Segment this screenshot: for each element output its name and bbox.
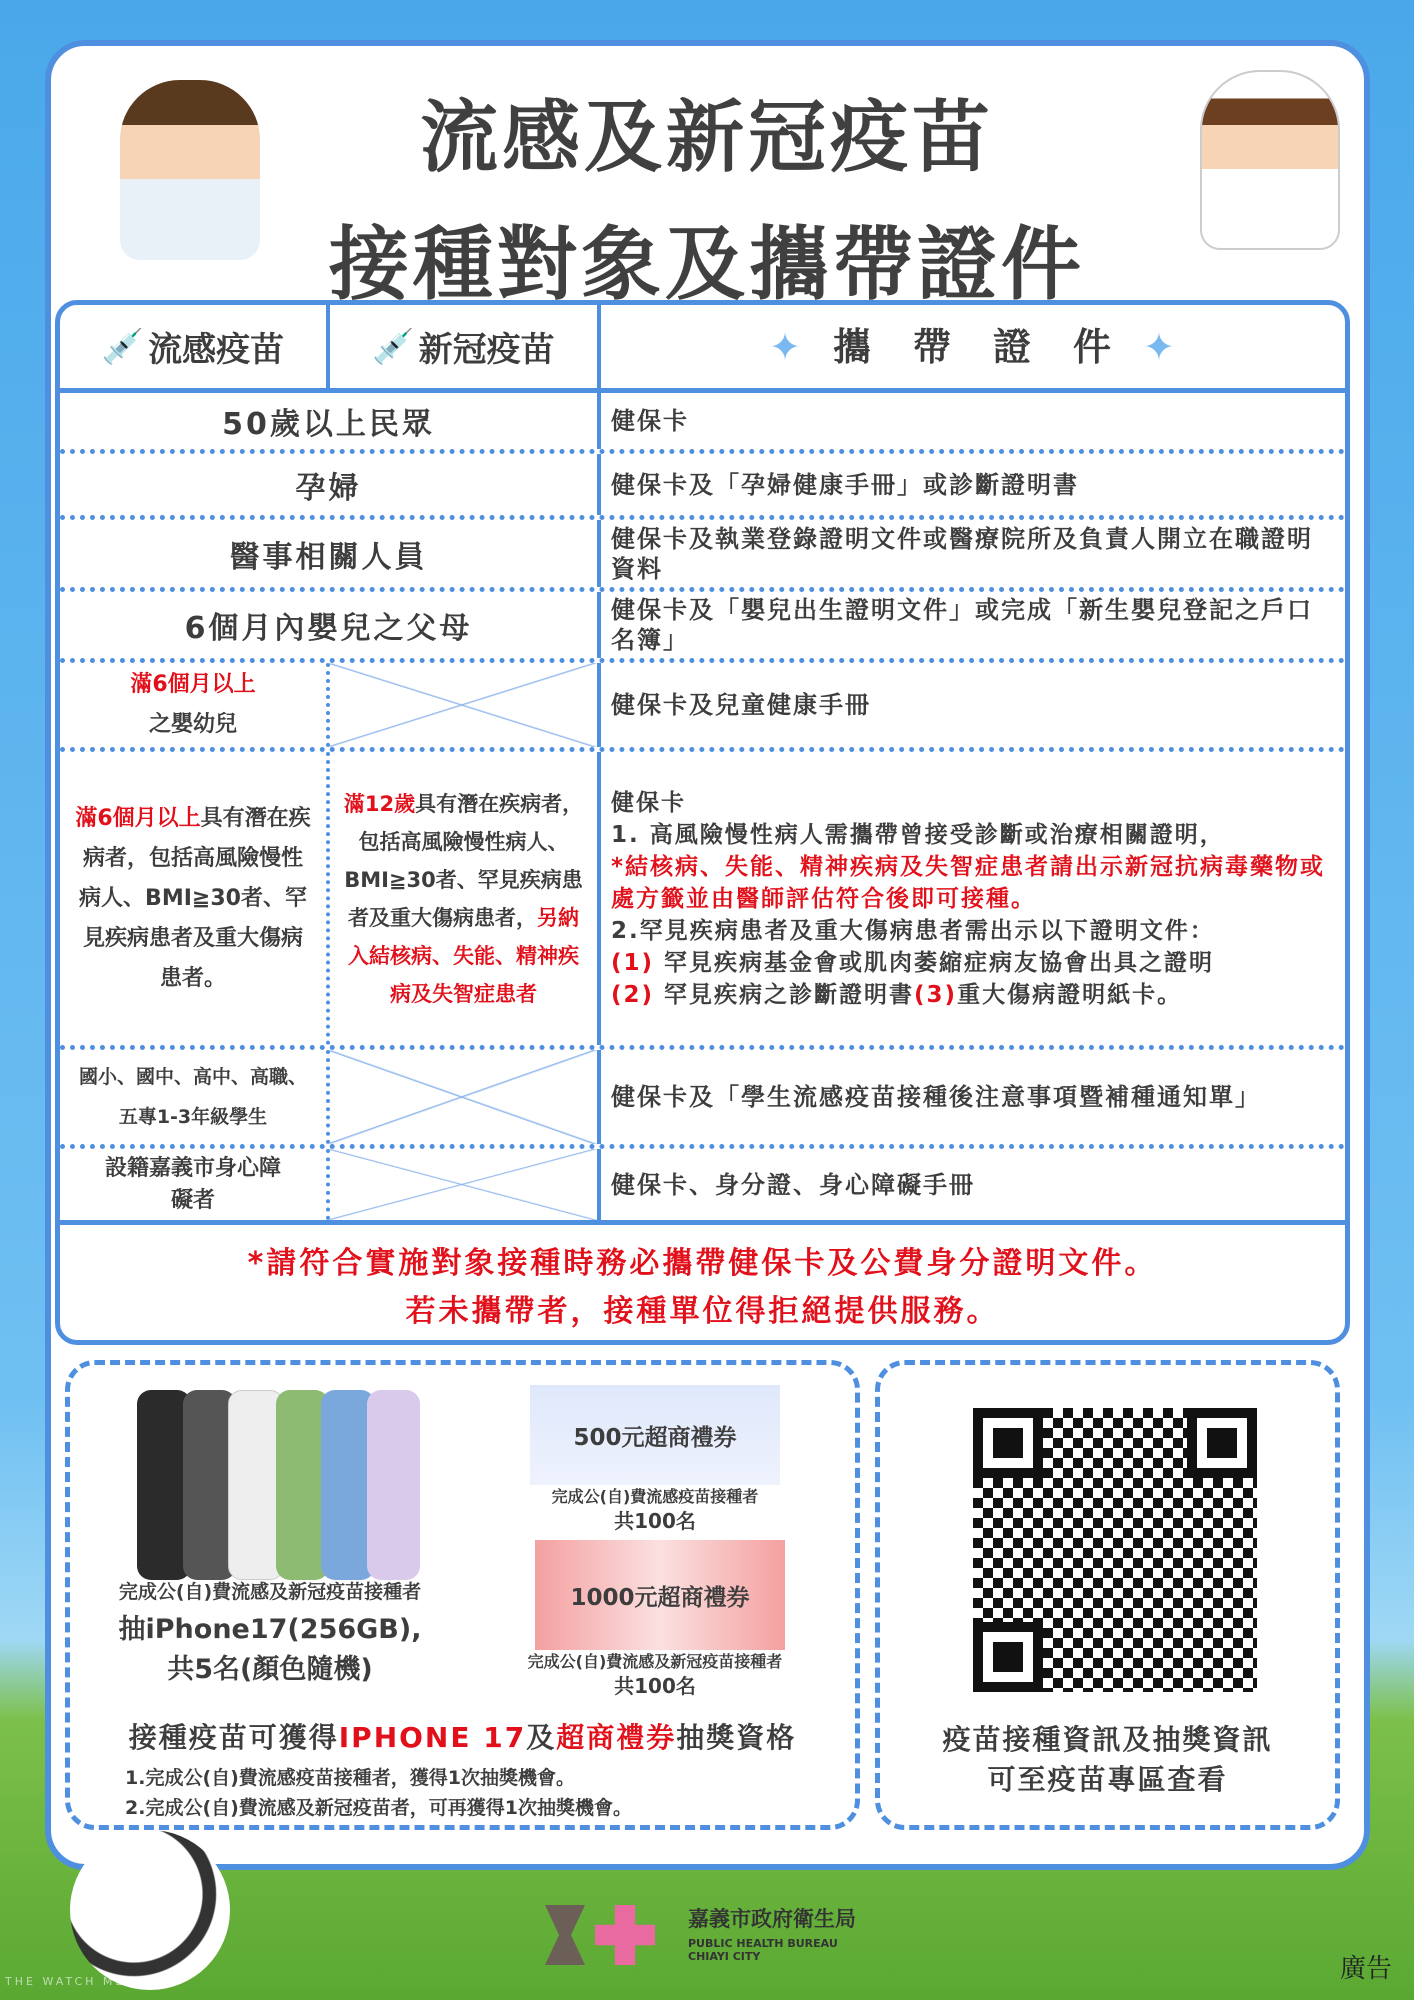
ad-label: 廣告 (1339, 1954, 1392, 1984)
header-flu: 💉 流感疫苗 (60, 305, 330, 388)
coupon-1000: 1000元超商禮券 (535, 1540, 785, 1650)
not-applicable-cross (330, 663, 597, 747)
iphone-caption: 完成公(自)費流感及新冠疫苗接種者 (118, 1581, 422, 1603)
title-line1: 流感及新冠疫苗 (419, 93, 994, 183)
syringe-icon: 💉 (372, 326, 415, 367)
table-row (60, 592, 1345, 663)
table-row (60, 454, 1345, 520)
docs-cell: 健保卡 1. 高風險慢性病人需攜帶曾接受診斷或治療相關證明， *結核病、失能、精神疾病及失智症患者請出示新冠抗病毒藥物或處方籤並由醫師評估符合後即可接種。 2.罕見疾病患者及重大傷病患者需出示以下證明文件： (1) 罕見疾病基金會或肌肉萎縮症病友協會出具之證明 (2) 罕見疾病之診斷證明書(3)重大傷病證明紙卡。 (597, 752, 1345, 1045)
iphone-image (145, 1390, 420, 1580)
target-cell: 50歲以上民眾 (222, 407, 435, 442)
eligibility-table (55, 300, 1350, 1345)
flu-cell: 設籍嘉義市身心障礙者 (60, 1149, 330, 1220)
table-row (60, 520, 1345, 592)
table-row (60, 663, 1345, 752)
health-bureau-logo (545, 1905, 675, 1965)
table-row (60, 393, 1345, 454)
table-row (60, 1149, 1345, 1225)
docs-cell: 健保卡及執業登錄證明文件或醫療院所及負責人開立在職證明資料 (597, 520, 1345, 587)
docs-cell: 健保卡 (597, 393, 1345, 449)
docs-cell: 健保卡及「孕婦健康手冊」或診斷證明書 (597, 454, 1345, 515)
flu-cell: 滿6個月以上 之嬰幼兒 (60, 663, 330, 747)
header-covid: 💉 新冠疫苗 (372, 326, 555, 370)
target-cell: 孕婦 (295, 470, 362, 506)
qr-box (875, 1360, 1340, 1830)
header-documents: ✦ 攜 帶 證 件 ✦ (597, 305, 1345, 388)
prize-rules: 1.完成公(自)費流感疫苗接種者，獲得1次抽獎機會。 2.完成公(自)費流感及新冠疫苗者，可再獲得1次抽獎機會。 (125, 1767, 633, 1819)
docs-cell: 健保卡及兒童健康手冊 (597, 663, 1345, 747)
notice: *請符合實施對象接種時務必攜帶健保卡及公費身分證明文件。 若未攜帶者，接種單位得拒絕提供服務。 (247, 1245, 1158, 1329)
sparkle-icon: ✦ (769, 324, 803, 369)
qr-caption: 疫苗接種資訊及抽獎資訊 可至疫苗專區查看 (942, 1723, 1273, 1796)
flu-cell: 滿6個月以上具有潛在疾病者，包括高風險慢性病人、BMI≧30者、罕見疾病患者及重大傷病患者。 (60, 752, 330, 1045)
coupon-1000-caption: 完成公(自)費流感及新冠疫苗接種者 共100名 (527, 1652, 783, 1698)
prize-headline: 接種疫苗可獲得IPHONE 17及超商禮券抽獎資格 (128, 1721, 797, 1754)
syringe-icon: 💉 (101, 326, 145, 367)
watermark: THE WATCH MEDIA (5, 1975, 154, 1988)
docs-cell: 健保卡及「學生流感疫苗接種後注意事項暨補種通知單」 (597, 1050, 1345, 1144)
title-line2: 接種對象及攜帶證件 (329, 218, 1085, 311)
not-applicable-cross (330, 1149, 597, 1220)
prize-box (65, 1360, 860, 1830)
not-applicable-cross (330, 1050, 597, 1144)
target-cell: 醫事相關人員 (229, 539, 428, 575)
cow-illustration (70, 1830, 230, 1990)
table-header (60, 305, 1345, 393)
coupon-500: 500元超商禮券 (530, 1385, 780, 1485)
target-cell: 6個月內嬰兒之父母 (184, 611, 473, 646)
covid-cell: 滿12歲具有潛在疾病者，包括高風險慢性病人、BMI≧30者、罕見疾病患者及重大傷病患者，另納入結核病、失能、精神疾病及失智症患者 (343, 791, 584, 1006)
org-name: 嘉義市政府衛生局 PUBLIC HEALTH BUREAU CHIAYI CITY (688, 1907, 856, 1963)
table-row (60, 1050, 1345, 1149)
sparkle-icon: ✦ (1143, 324, 1177, 369)
coupon-500-caption: 完成公(自)費流感疫苗接種者 共100名 (551, 1487, 759, 1533)
qr-code[interactable] (965, 1400, 1265, 1700)
flu-cell: 國小、國中、高中、高職、五專1-3年級學生 (60, 1050, 330, 1144)
docs-cell: 健保卡、身分證、身心障礙手冊 (597, 1149, 1345, 1220)
table-row (60, 752, 1345, 1050)
iphone-prize: 抽iPhone17(256GB), 共5名(顏色隨機) (118, 1614, 422, 1685)
docs-cell: 健保卡及「嬰兒出生證明文件」或完成「新生嬰兒登記之戶口名簿」 (597, 592, 1345, 658)
